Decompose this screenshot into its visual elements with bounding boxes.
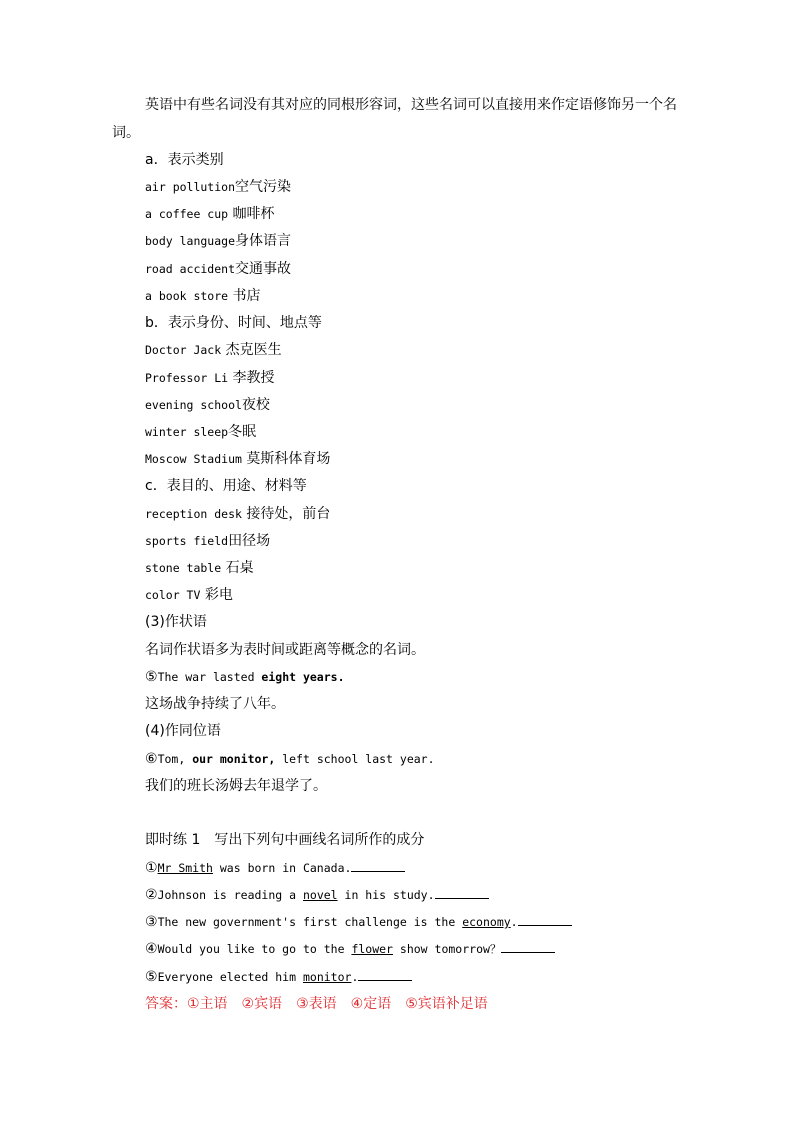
practice-question: ③The new government's first challenge is the economy.: [145, 913, 572, 931]
section-b-item: winter sleep冬眠: [145, 424, 257, 440]
section-a-item: road accident交通事故: [145, 261, 292, 277]
section-c-item: color TV 彩电: [145, 587, 233, 603]
adverbial-example: ⑤The war lasted eight years.: [145, 669, 345, 685]
section-b-item: Doctor Jack 杰克医生: [145, 342, 282, 358]
answer-blank[interactable]: [501, 940, 555, 953]
appositive-heading: (4)作同位语: [145, 723, 221, 739]
intro-line-1: [145, 96, 677, 114]
practice-question: ⑤Everyone elected him monitor.: [145, 968, 412, 986]
section-b-item: Moscow Stadium 莫斯科体育场: [145, 451, 331, 467]
section-b-item: evening school夜校: [145, 397, 270, 413]
answer-blank[interactable]: [351, 859, 405, 872]
section-c-item: stone table 石桌: [145, 560, 254, 576]
appositive-example: ⑥Tom, our monitor, left school last year.: [145, 751, 435, 767]
section-c-item: sports field田径场: [145, 533, 271, 549]
section-a-item: a coffee cup 咖啡杯: [145, 206, 275, 222]
answer-label: 答案：: [145, 996, 187, 1012]
section-c-heading: c．表目的、用途、材料等: [145, 478, 307, 494]
answer-blank[interactable]: [518, 913, 572, 926]
practice-question: ②Johnson is reading a novel in his study.: [145, 886, 489, 904]
answer-blank[interactable]: [435, 886, 489, 899]
answer-blank[interactable]: [358, 968, 412, 981]
practice-title: 即时练 1 写出下列句中画线名词所作的成分: [145, 832, 425, 848]
intro-text-2: 词。: [112, 125, 140, 141]
appositive-translation: 我们的班长汤姆去年退学了。: [145, 778, 327, 794]
section-c-item: reception desk 接待处，前台: [145, 506, 331, 522]
adverbial-translation: 这场战争持续了八年。: [145, 696, 285, 712]
section-a-heading: a．表示类别: [145, 152, 224, 168]
section-b-item: Professor Li 李教授: [145, 370, 275, 386]
adverbial-heading: (3)作状语: [145, 614, 207, 630]
intro-text-1: 英语中有些名词没有其对应的同根形容词，这些名词可以直接用来作定语修饰另一个名: [145, 97, 677, 113]
adverbial-desc: 名词作状语多为表时间或距离等概念的名词。: [145, 642, 425, 658]
section-a-item: body language身体语言: [145, 233, 292, 249]
section-b-heading: b．表示身份、时间、地点等: [145, 315, 322, 331]
intro-line-2: [112, 124, 140, 142]
section-a-item: air pollution空气污染: [145, 179, 292, 195]
practice-question: ④Would you like to go to the flower show tomorrow？: [145, 940, 555, 958]
practice-question: ①Mr Smith was born in Canada.: [145, 859, 405, 877]
section-a-item: a book store 书店: [145, 288, 261, 304]
answer-text: ①主语 ②宾语 ③表语 ④定语 ⑤宾语补足语: [187, 996, 488, 1012]
answer-line: [145, 995, 488, 1013]
